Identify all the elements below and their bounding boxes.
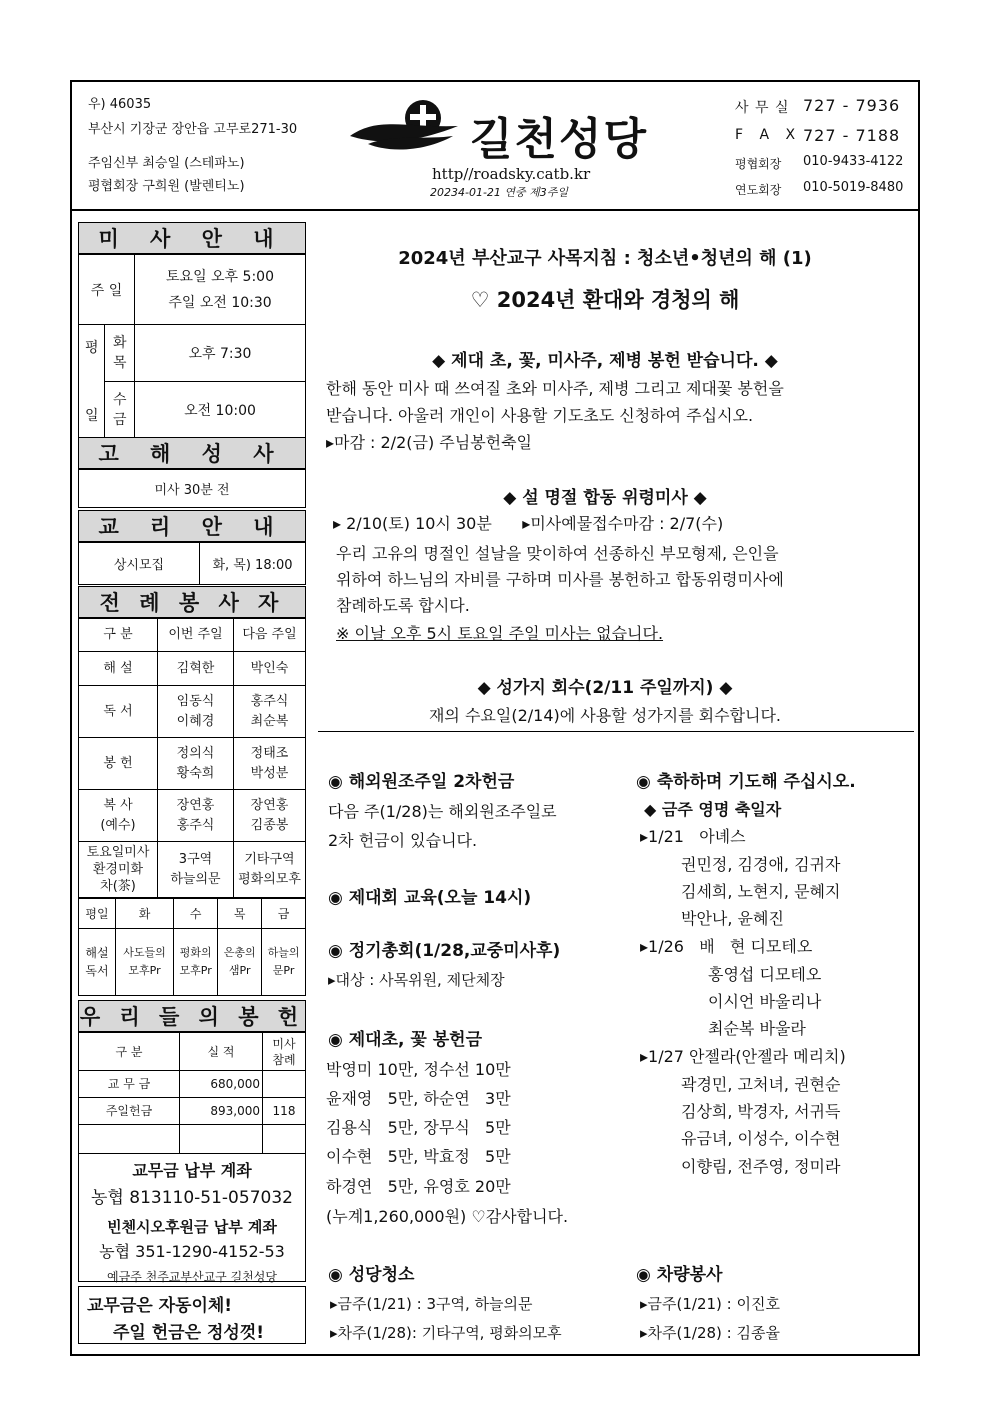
office-label: 사 무 실 (735, 100, 790, 116)
s2-date-line: ▸ 2/10(토) 10시 30분 ▸미사예물접수마감 : 2/7(수) (333, 514, 724, 533)
driving-next-week: ▸차주(1/28) : 김종율 (640, 1324, 780, 1342)
tue-thu-label: 화 목 (105, 325, 135, 382)
mass-table (78, 254, 306, 438)
left-c-title: ◉ 정기총회(1/28,교중미사후) (328, 941, 561, 961)
s2-line: 위하여 하느님의 자비를 구하며 미사를 봉헌하고 합동위령미사에 (336, 570, 784, 589)
feast-date: ▸1/21 아녜스 (640, 827, 746, 846)
weekday-cell: 은총의 샘Pr (218, 929, 262, 996)
account-holder: 예금주 천주교부산교구 길천성당 (107, 1270, 277, 1284)
account1-title: 교무금 납부 계좌 (132, 1161, 252, 1180)
feast-names: 권민정, 김경애, 김귀자 (681, 855, 841, 874)
left-a-line: 2차 헌금이 있습니다. (328, 831, 478, 850)
offering-h: 실 적 (180, 1033, 263, 1071)
s1-title: ◆ 제대 초, 꽃, 미사주, 제병 봉헌 받습니다. ◆ (432, 351, 778, 371)
offering-title: 우 리 들 의 봉 헌 (78, 1000, 306, 1032)
server-this: 정의식 황숙희 (158, 738, 234, 790)
weekday-label-2: 일 (84, 408, 99, 424)
sunday-time-1: 토요일 오후 5:00 (166, 268, 274, 285)
offering-count (263, 1071, 306, 1098)
right-b-title: ◉ 차량봉사 (636, 1265, 723, 1285)
offering-label: 주일헌금 (79, 1098, 180, 1125)
wed-fri-time: 오전 10:00 (135, 382, 306, 438)
feast-date: ▸1/27 안젤라(안젤라 메리치) (640, 1047, 846, 1066)
header-divider (70, 209, 920, 211)
server-role: 해 설 (79, 652, 158, 686)
feast-names: 이향림, 전주영, 정미라 (681, 1157, 841, 1176)
offering-amount: 893,000 (180, 1098, 263, 1125)
server-next: 기타구역 평화의모후 (234, 842, 306, 898)
feast-names: 박안나, 윤혜진 (681, 909, 784, 928)
catechism-left: 상시모집 (79, 543, 200, 585)
left-a-line: 다음 주(1/28)는 해외원조주일로 (328, 802, 557, 821)
driving-this-week: ▸금주(1/21) : 이진호 (640, 1295, 780, 1313)
offering-h: 구 분 (79, 1033, 180, 1071)
s2-line: 우리 고유의 명절인 설날을 맞이하여 선종하신 부모형제, 은인을 (336, 544, 779, 563)
weekday-table (78, 898, 306, 996)
s2-line: 참례하도록 합시다. (336, 596, 470, 615)
subheadline: ♡ 2024년 환대와 경청의 해 (470, 288, 740, 312)
cleaning-this-week: ▸금주(1/21) : 3구역, 하늘의문 (330, 1295, 533, 1313)
catechism-right: 화, 목) 18:00 (200, 543, 306, 585)
council-label: 평협회장 (735, 157, 782, 171)
server-next: 홍주식 최순복 (234, 686, 306, 738)
feast-names: 이시언 바울리나 (708, 992, 822, 1011)
feast-names: 곽경민, 고처녀, 권현순 (681, 1075, 841, 1094)
confession-title: 고 해 성 사 (78, 437, 306, 469)
left-d-title: ◉ 제대초, 꽃 봉헌금 (328, 1030, 483, 1050)
account1-number: 농협 813110-51-057032 (91, 1188, 293, 1208)
weekday-h: 금 (262, 899, 306, 929)
council-president: 평협회장 구희원 (발렌티노) (88, 179, 245, 194)
server-role: 봉 헌 (79, 738, 158, 790)
servers-h-this: 이번 주일 (158, 619, 234, 652)
weekday-cell: 사도들의 모후Pr (116, 929, 174, 996)
headline: 2024년 부산교구 사목지침 : 청소년•청년의 해 (1) (398, 248, 812, 269)
left-e-title: ◉ 성당청소 (328, 1265, 415, 1285)
s2-title: ◆ 설 명절 합동 위령미사 ◆ (503, 488, 707, 508)
offering-donor-line: 김용식 5만, 장무식 5만 (326, 1118, 511, 1137)
offering-donor-line: 하경연 5만, 유영호 20만 (326, 1177, 511, 1196)
church-name: 길천성당 (470, 114, 649, 165)
pastor: 주임신부 최승일 (스테파노) (88, 156, 245, 171)
postal-code: 우) 46035 (88, 97, 152, 112)
office-number: 727 - 7936 (803, 96, 901, 115)
feast-date: ▸1/26 배 현 디모테오 (640, 937, 813, 956)
offering-total: (누계1,260,000원) ♡감사합니다. (326, 1207, 569, 1226)
sunday-label: 주 일 (79, 255, 135, 325)
offering-label: 교 무 금 (79, 1071, 180, 1098)
servers-h-next: 다음 주일 (234, 619, 306, 652)
offering-donor-line: 이수현 5만, 박효정 5만 (326, 1147, 511, 1166)
server-role: 토요일미사 환경미화 차(茶) (79, 842, 158, 898)
weekday-cell: 해설 독서 (79, 929, 116, 996)
offering-table (78, 1032, 306, 1154)
feast-names: 유금녀, 이성수, 이수현 (681, 1129, 841, 1148)
weekday-cell: 하늘의 문Pr (262, 929, 306, 996)
offering-donor-line: 윤재영 5만, 하순연 3만 (326, 1089, 511, 1108)
left-b-title: ◉ 제대회 교육(오늘 14시) (328, 888, 532, 908)
server-next: 정태조 박성분 (234, 738, 306, 790)
s1-line: 한해 동안 미사 때 쓰여질 초와 미사주, 제병 그리고 제대꽃 봉헌을 (326, 379, 784, 398)
fax-number: 727 - 7188 (803, 126, 901, 145)
s1-line: 받습니다. 아울러 개인이 사용할 기도초도 신청하여 주십시오. (326, 406, 754, 425)
server-this: 3구역 하늘의문 (158, 842, 234, 898)
weekday-h: 화 (116, 899, 174, 929)
catechism-title: 교 리 안 내 (78, 510, 306, 542)
confession-text: 미사 30분 전 (79, 470, 306, 508)
wed-fri-label: 수 금 (105, 382, 135, 438)
feast-names: 김상희, 박경자, 서귀득 (681, 1102, 841, 1121)
s3-line: 재의 수요일(2/14)에 사용할 성가지를 회수합니다. (428, 706, 782, 725)
servers-table (78, 618, 306, 898)
feast-names: 김세희, 노현지, 문혜지 (681, 882, 841, 901)
right-a-title: ◉ 축하하며 기도해 주십시오. (636, 772, 856, 792)
server-this: 김혁한 (158, 652, 234, 686)
server-role: 복 사 (예수) (79, 790, 158, 842)
left-a-title: ◉ 해외원조주일 2차헌금 (328, 772, 515, 792)
issue-date: 20234-01-21 연중 제3주일 (430, 186, 569, 199)
offering-count: 118 (263, 1098, 306, 1125)
weekday-h: 목 (218, 899, 262, 929)
church-logo-icon (348, 98, 468, 162)
offering-h: 미사 참례 (263, 1033, 306, 1071)
note-line-1: 교무금은 자동이체! (87, 1296, 233, 1316)
cleaning-next-week: ▸차주(1/28): 기타구역, 평화의모후 (330, 1324, 562, 1342)
servers-h-role: 구 분 (79, 619, 158, 652)
s1-deadline: ▸마감 : 2/2(금) 주님봉헌축일 (326, 433, 533, 452)
main-divider (318, 731, 914, 732)
weekday-label-1: 평 (84, 340, 99, 356)
weekday-h: 수 (174, 899, 218, 929)
council-phone: 010-9433-4122 (803, 154, 904, 169)
s3-title: ◆ 성가지 회수(2/11 주일까지) ◆ (477, 678, 733, 698)
weekday-cell: 평화의 모후Pr (174, 929, 218, 996)
weekday-h: 평일 (79, 899, 116, 929)
server-next: 박인숙 (234, 652, 306, 686)
server-this: 임동식 이혜경 (158, 686, 234, 738)
website-url: http//roadsky.catb.kr (432, 165, 591, 183)
right-a-sub: ◆ 금주 영명 축일자 (644, 800, 782, 819)
feast-names: 최순복 바울라 (708, 1019, 806, 1038)
offering-amount: 680,000 (180, 1071, 263, 1098)
sunday-time-2: 주일 오전 10:30 (168, 294, 272, 311)
account-box (78, 1153, 306, 1282)
tue-thu-time: 오후 7:30 (135, 325, 306, 382)
address: 부산시 기장군 장안읍 고무로271-30 (88, 122, 298, 137)
server-this: 장연홍 홍주식 (158, 790, 234, 842)
account2-number: 농협 351-1290-4152-53 (99, 1242, 285, 1261)
fax-label: F A X (735, 127, 802, 143)
yeondo-label: 연도회장 (735, 183, 782, 197)
server-next: 장연홍 김종봉 (234, 790, 306, 842)
yeondo-phone: 010-5019-8480 (803, 180, 904, 195)
servers-title: 전 례 봉 사 자 (78, 586, 306, 618)
feast-names: 홍영섭 디모테오 (708, 965, 822, 984)
left-c-line: ▸대상 : 사목위원, 제단체장 (328, 971, 505, 989)
account2-title: 빈첸시오후원금 납부 계좌 (107, 1218, 277, 1236)
offering-donor-line: 박영미 10만, 정수선 10만 (326, 1060, 511, 1079)
s2-notice: ※ 이날 오후 5시 토요일 주일 미사는 없습니다. (336, 624, 664, 643)
note-box (78, 1286, 306, 1344)
note-line-2: 주일 헌금은 정성껏! (113, 1323, 264, 1343)
mass-title: 미 사 안 내 (78, 222, 306, 254)
server-role: 독 서 (79, 686, 158, 738)
